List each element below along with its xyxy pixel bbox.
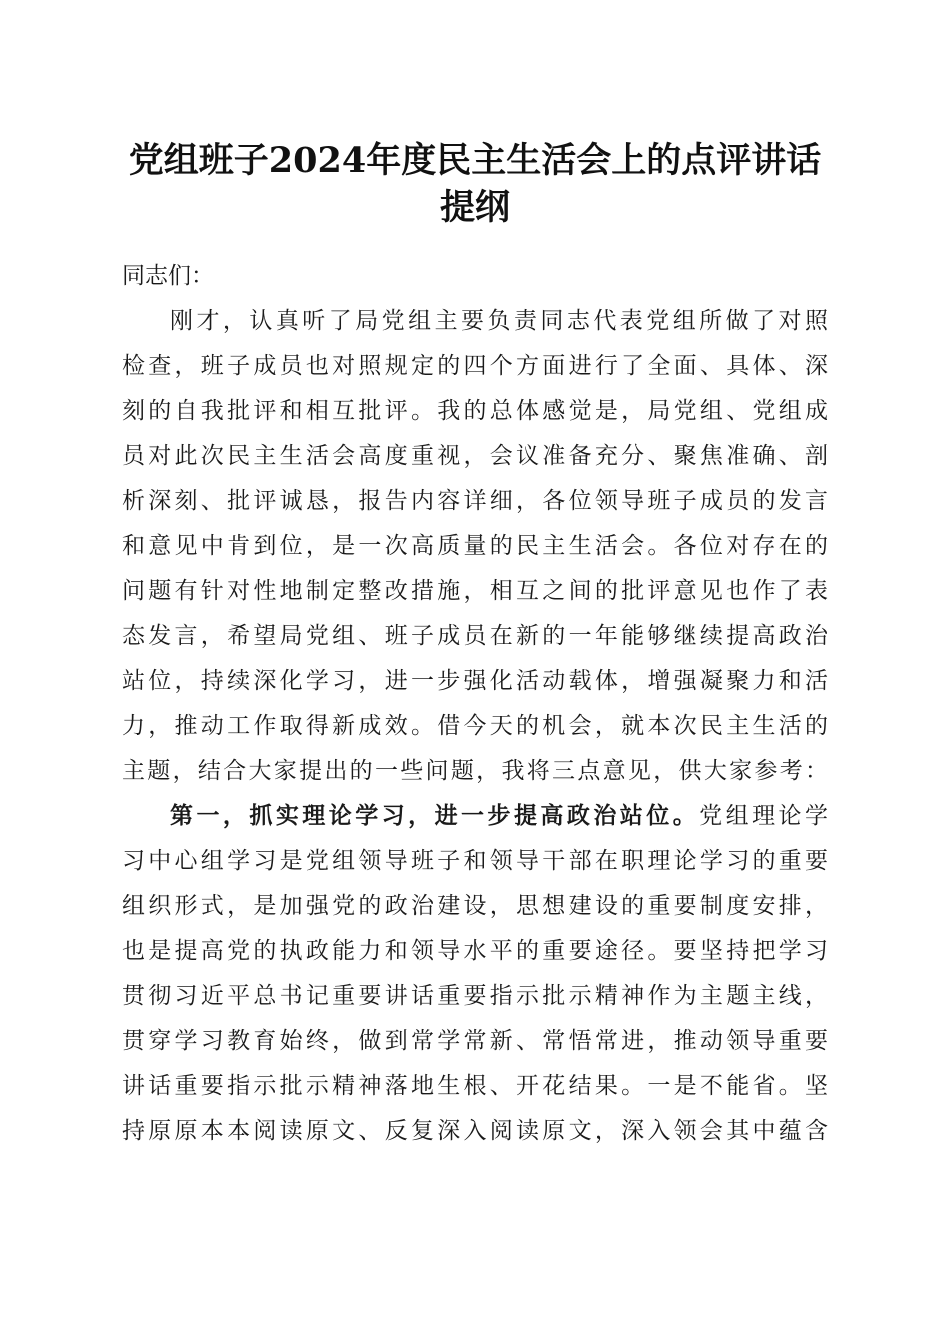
paragraph-line: 主题，结合大家提出的一些问题，我将三点意见，供大家参考： <box>122 758 828 784</box>
paragraph-line: 贯穿学习教育始终，做到常学常新、常悟常进，推动领导重要 <box>122 1028 828 1054</box>
paragraph-line: 检查，班子成员也对照规定的四个方面进行了全面、具体、深 <box>122 353 828 379</box>
paragraph-line: 持原原本本阅读原文、反复深入阅读原文，深入领会其中蕴含 <box>122 1118 828 1144</box>
document-title-line-2: 提纲 <box>439 187 510 228</box>
paragraph-line: 刚才，认真听了局党组主要负责同志代表党组所做了对照 <box>170 308 828 334</box>
paragraph-line: 析深刻、批评诚恳，报告内容详细，各位领导班子成员的发言 <box>122 488 828 514</box>
paragraph-line: 和意见中肯到位，是一次高质量的民主生活会。各位对存在的 <box>122 533 828 559</box>
paragraph-line: 员对此次民主生活会高度重视，会议准备充分、聚焦准确、剖 <box>122 443 828 469</box>
paragraph-line: 问题有针对性地制定整改措施，相互之间的批评意见也作了表 <box>122 578 828 604</box>
section-heading: 第一，抓实理论学习，进一步提高政治站位。 <box>170 803 700 829</box>
document-title-line-1: 党组班子2024年度民主生活会上的点评讲话 <box>128 140 822 181</box>
salutation: 同志们： <box>122 263 214 289</box>
paragraph-line: 讲话重要指示批示精神落地生根、开花结果。一是不能省。坚 <box>122 1073 828 1099</box>
paragraph-line: 也是提高党的执政能力和领导水平的重要途径。要坚持把学习 <box>122 938 828 964</box>
paragraph-line <box>122 794 828 839</box>
paragraph-line: 习中心组学习是党组领导班子和领导干部在职理论学习的重要 <box>122 848 828 874</box>
paragraph-line: 组织形式，是加强党的政治建设，思想建设的重要制度安排， <box>122 893 828 919</box>
paragraph-2 <box>122 794 828 1154</box>
paragraph-line: 态发言，希望局党组、班子成员在新的一年能够继续提高政治 <box>122 623 828 649</box>
paragraph-line-rest: 党组理论学 <box>699 803 829 829</box>
paragraph-1 <box>122 299 828 794</box>
paragraph-line: 贯彻习近平总书记重要讲话重要指示批示精神作为主题主线， <box>122 983 828 1009</box>
paragraph-line: 站位，持续深化学习，进一步强化活动载体，增强凝聚力和活 <box>122 668 828 694</box>
paragraph-line: 刻的自我批评和相互批评。我的总体感觉是，局党组、党组成 <box>122 398 828 424</box>
paragraph-line: 力，推动工作取得新成效。借今天的机会，就本次民主生活的 <box>122 713 828 739</box>
